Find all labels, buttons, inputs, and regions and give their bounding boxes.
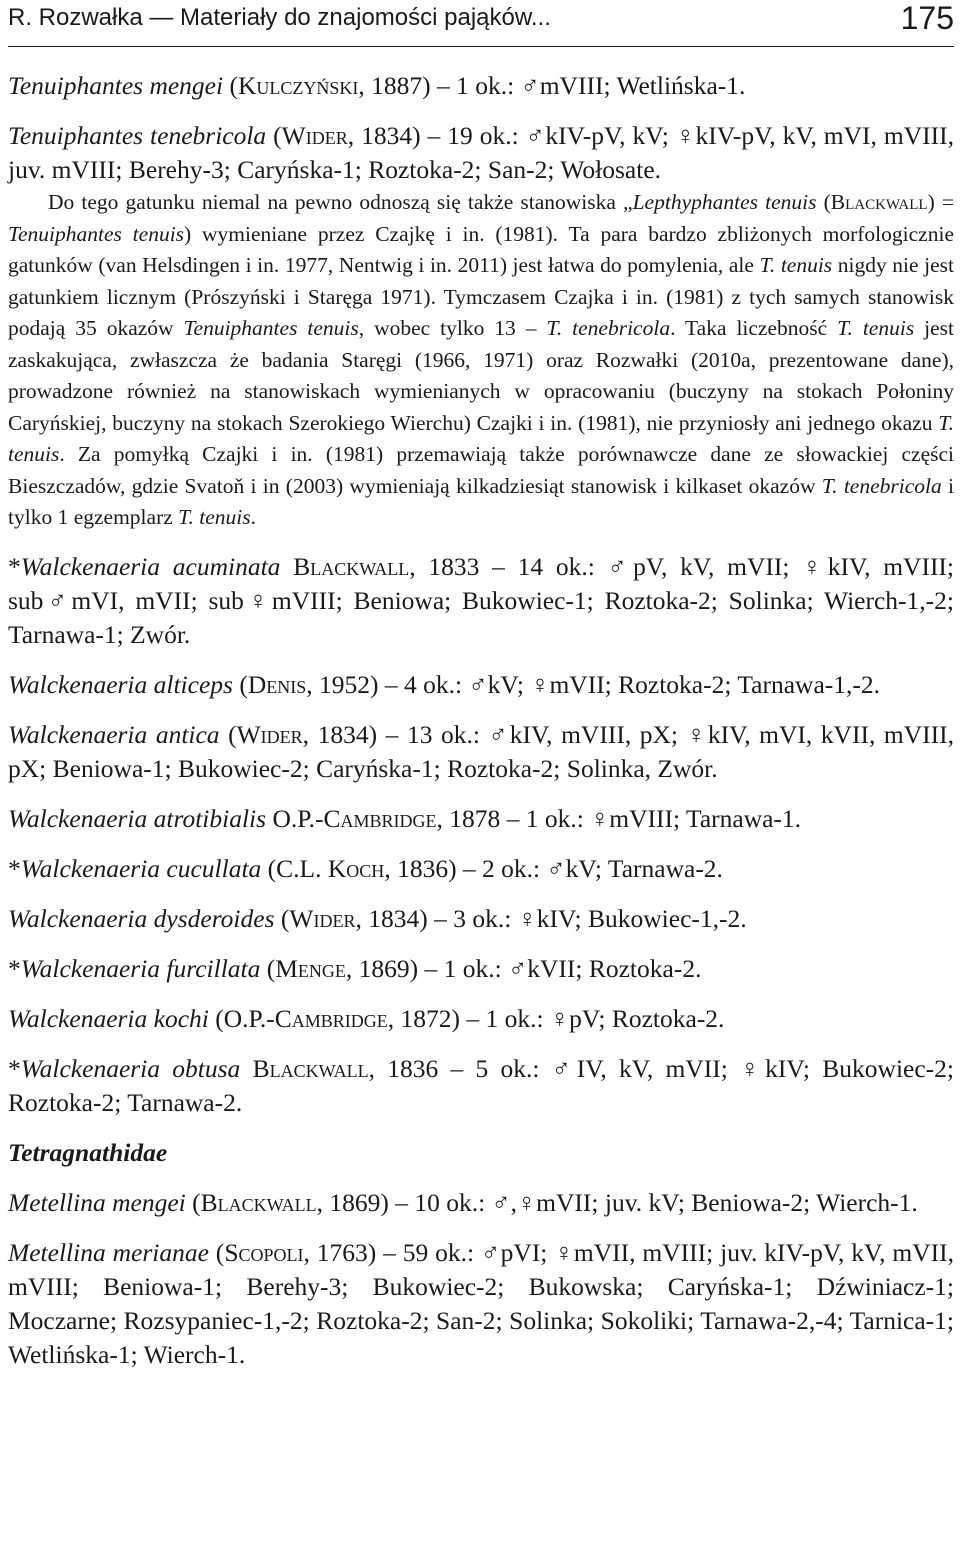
species-name: Walckenaeria furcillata xyxy=(20,953,261,983)
species-name: Walckenaeria atrotibialis xyxy=(8,803,267,833)
species-author: Wider xyxy=(236,719,303,749)
running-header xyxy=(8,0,954,47)
species-entry: *Walckenaeria furcillata (Menge, 1869) – 1 ok.: ♂kVII; Roztoka-2. xyxy=(8,953,702,983)
species-entry: *Walckenaeria obtusa Blackwall, 1836 – 5 ok.: ♂IV, kV, mVII; ♀kIV; Bukowiec-2; Roztoka-2; Tarnawa-2. xyxy=(8,1053,954,1117)
species-author: Denis xyxy=(247,669,307,699)
page-number: 175 xyxy=(900,0,954,36)
species-name: Metellina mengei xyxy=(8,1187,186,1217)
species-name: Walckenaeria acuminata xyxy=(20,551,281,581)
species-entry: *Walckenaeria cucullata (C.L. Koch, 1836) – 2 ok.: ♂kV; Tarnawa-2. xyxy=(8,853,723,883)
species-name: Tenuiphantes tenebricola xyxy=(8,121,267,150)
species-entry: Walckenaeria antica (Wider, 1834) – 13 ok.: ♂kIV, mVIII, pX; ♀kIV, mVI, kVII, mVIII, pX; Beniowa-1; Bukowiec-2; Caryńska-1; Roztoka-2; Solinka, Zwór. xyxy=(8,719,954,783)
running-title: R. Rozwałka — Materiały do znajomości pająków... xyxy=(8,4,551,31)
species-entry: Tenuiphantes mengei (Kulczyński, 1887) – 1 ok.: ♂mVIII; Wetlińska-1. xyxy=(8,71,746,100)
species-entry: Walckenaeria kochi (O.P.-Cambridge, 1872) – 1 ok.: ♀pV; Roztoka-2. xyxy=(8,1003,725,1033)
species-author: Blackwall xyxy=(200,1187,317,1217)
species-author: O.P.-Cambridge xyxy=(223,1003,388,1033)
species-author: Wider xyxy=(281,121,348,150)
species-entry: Tenuiphantes tenebricola (Wider, 1834) – 19 ok.: ♂kIV-pV, kV; ♀kIV-pV, kV, mVI, mVIII, juv. mVIII; Berehy-3; Caryńska-1; Roztoka-2; San-2; Wołosate. xyxy=(8,121,955,184)
species-list xyxy=(8,47,954,1372)
species-author: Kulczyński xyxy=(237,71,359,100)
species-author: Wider xyxy=(289,903,356,933)
species-name: Walckenaeria alticeps xyxy=(8,669,233,699)
commentary-paragraph: Do tego gatunku niemal na pewno odnoszą się także stanowiska „Lepthyphantes tenuis (Blackwall) = Tenuiphantes tenuis) wymieniane przez Czajkę i in. (1981). Ta para bardzo zbliżonych morfologicznie gatunków (van Helsdingen i in. 1977, Nentwig i in. 2011) jest łatwa do pomylenia, ale T. tenuis nigdy nie jest gatunkiem licznym (Prószyński i Staręga 1971). Tymczasem Czajka i in. (1981) z tych samych stanowisk podają 35 okazów Tenuiphantes tenuis, wobec tylko 13 – T. tenebricola. Taka liczebność T. tenuis jest zaskakująca, zwłaszcza że badania Staręgi (1966, 1971) oraz Rozwałki (2010a, prezentowane dane), prowadzone również na stanowiskach wymienianych w opracowaniu (buczyny na stokach Połoniny Caryńskiej, buczyny na stokach Szerokiego Wierchu) Czajki i in. (1981), nie przyniosły ani jednego okazu T. tenuis. Za pomyłką Czajki i in. (1981) przemawiają także porównawcze dane ze słowackiej części Bieszczadów, gdzie Svatoň i in (2003) wymieniają kilkadziesiąt stanowisk i kilkaset okazów T. tenebricola i tylko 1 egzemplarz T. tenuis. xyxy=(8,190,955,529)
species-name: Walckenaeria obtusa xyxy=(20,1053,241,1083)
species-author: Blackwall xyxy=(252,1053,369,1083)
species-author: Blackwall xyxy=(293,551,410,581)
species-entry: Metellina merianae (Scopoli, 1763) – 59 ok.: ♂pVI; ♀mVII, mVIII; juv. kIV-pV, kV, mVII, mVIII; Beniowa-1; Berehy-3; Bukowiec-2; Bukowska; Caryńska-1; Dźwiniacz-1; Moczarne; Rozsypaniec-1,-2; Roztoka-2; San-2; Solinka; Sokoliki; Tarnawa-2,-4; Tarnica-1; Wetlińska-1; Wierch-1. xyxy=(8,1237,955,1369)
species-name: Walckenaeria kochi xyxy=(8,1003,209,1033)
species-name: Walckenaeria cucullata xyxy=(20,853,262,883)
species-author: Scopoli xyxy=(224,1237,304,1267)
species-name: Metellina merianae xyxy=(8,1237,209,1267)
species-name: Walckenaeria antica xyxy=(8,719,220,749)
species-name: Walckenaeria dysderoides xyxy=(8,903,275,933)
family-heading: Tetragnathidae xyxy=(8,1137,168,1167)
species-name: Tenuiphantes mengei xyxy=(8,71,224,100)
species-author: O.P.-Cambridge xyxy=(272,803,437,833)
species-entry: Walckenaeria alticeps (Denis, 1952) – 4 ok.: ♂kV; ♀mVII; Roztoka-2; Tarnawa-1,-2. xyxy=(8,669,881,699)
species-author: C.L. Koch xyxy=(276,853,385,883)
species-author: Menge xyxy=(275,953,346,983)
page xyxy=(8,0,954,1372)
species-entry: Walckenaeria dysderoides (Wider, 1834) – 3 ok.: ♀kIV; Bukowiec-1,-2. xyxy=(8,903,747,933)
species-entry: Walckenaeria atrotibialis O.P.-Cambridge, 1878 – 1 ok.: ♀mVIII; Tarnawa-1. xyxy=(8,803,802,833)
species-entry: Metellina mengei (Blackwall, 1869) – 10 ok.: ♂,♀mVII; juv. kV; Beniowa-2; Wierch-1. xyxy=(8,1187,918,1217)
species-entry: *Walckenaeria acuminata Blackwall, 1833 – 14 ok.: ♂pV, kV, mVII; ♀kIV, mVIII; sub♂mVI, mVII; sub♀mVIII; Beniowa; Bukowiec-1; Roztoka-2; Solinka; Wierch-1,-2; Tarnawa-1; Zwór. xyxy=(8,551,955,649)
